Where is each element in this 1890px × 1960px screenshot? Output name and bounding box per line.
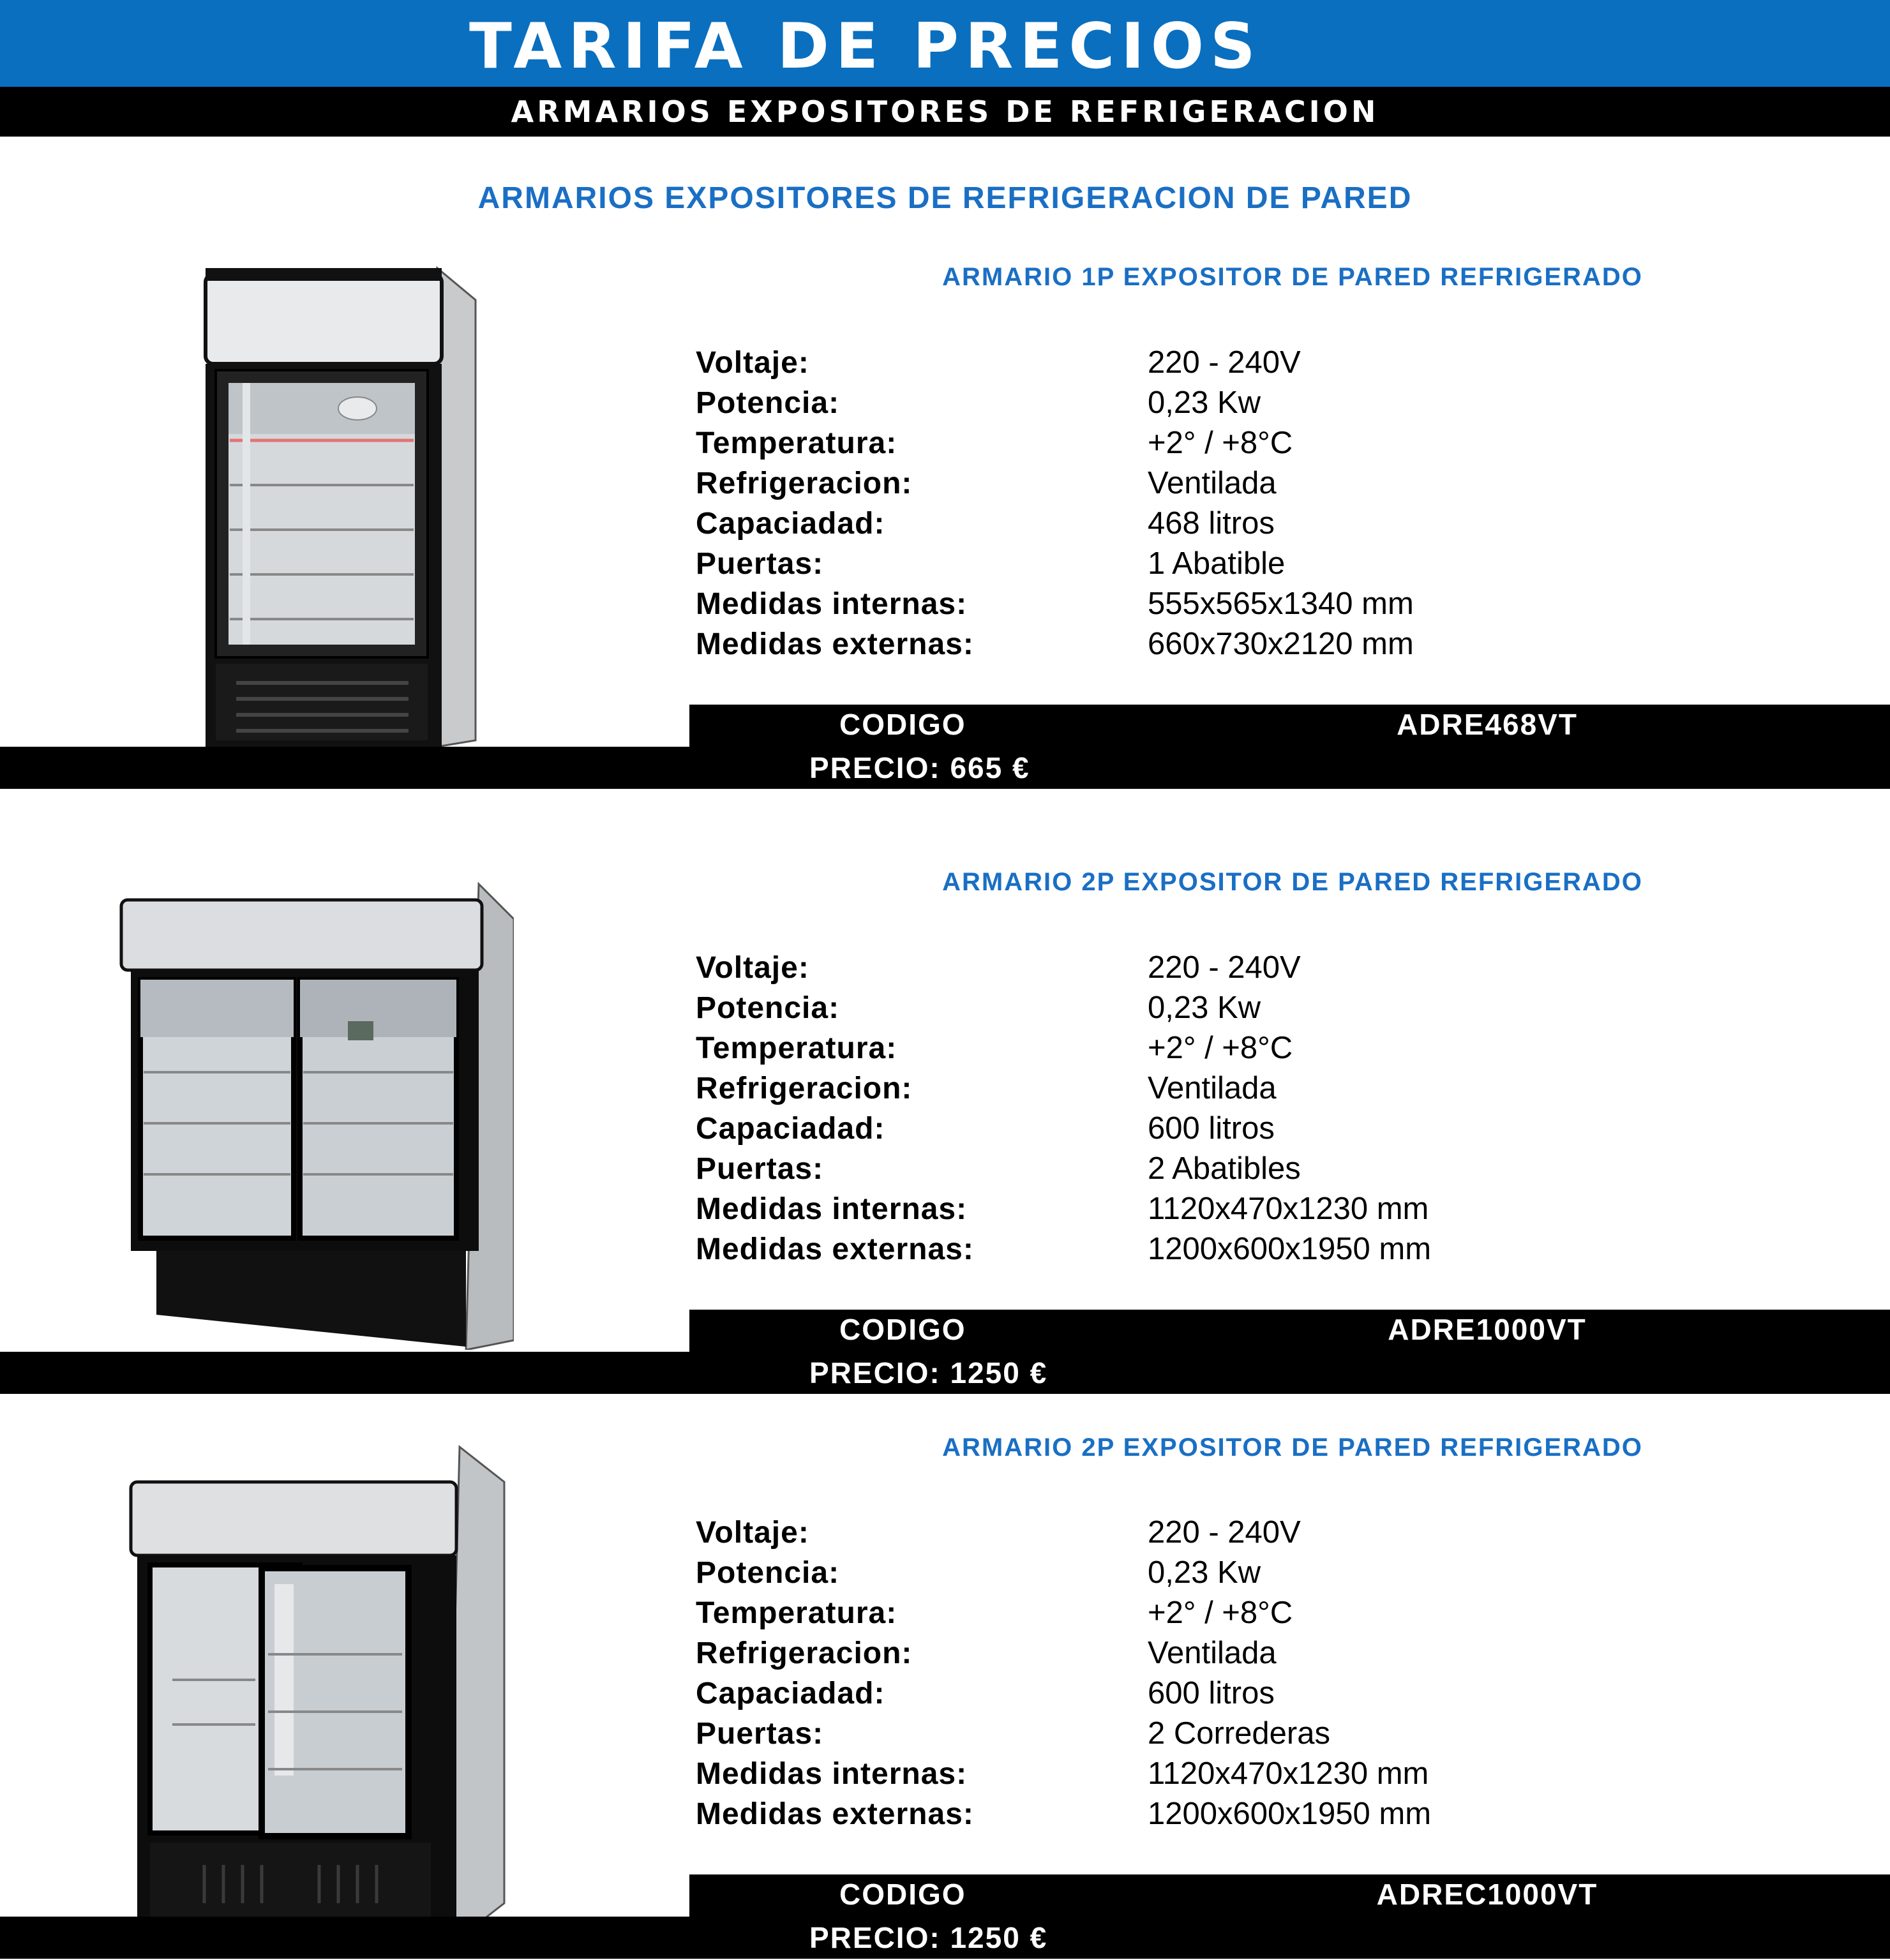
spec-row-voltage — [696, 343, 1781, 383]
spec-label: Temperatura: — [696, 426, 897, 460]
product-image-2door-sliding — [128, 1444, 511, 1951]
spec-label: Capaciadad: — [696, 507, 885, 541]
spec-value: 2 Correderas — [1148, 1716, 1330, 1751]
spec-row-internal-dims — [696, 584, 1781, 624]
spec-label: Medidas externas: — [696, 1232, 974, 1266]
spec-row-internal-dims — [696, 1754, 1781, 1794]
spec-label: Voltaje: — [696, 951, 809, 985]
code-label: CODIGO — [839, 1313, 966, 1346]
spec-row-doors — [696, 1714, 1781, 1754]
spec-row-external-dims — [696, 624, 1781, 664]
subtitle-banner — [0, 87, 1890, 137]
spec-value: 0,23 Kw — [1148, 1555, 1261, 1590]
code-label: CODIGO — [839, 708, 966, 741]
spec-table — [696, 948, 1781, 1269]
spec-value: 220 - 240V — [1148, 1515, 1301, 1550]
product-image-2door-hinged — [118, 881, 514, 1350]
page-title: TARIFA DE PRECIOS — [469, 10, 1262, 83]
spec-label: Medidas internas: — [696, 1757, 968, 1791]
spec-value: 1120x470x1230 mm — [1148, 1192, 1429, 1226]
product-price: PRECIO: 1250 € — [809, 1921, 1048, 1954]
spec-row-temperature — [696, 423, 1781, 463]
spec-row-voltage — [696, 948, 1781, 988]
spec-label: Potencia: — [696, 991, 840, 1025]
spec-label: Voltaje: — [696, 1516, 809, 1550]
code-label: CODIGO — [839, 1878, 966, 1911]
spec-label: Capaciadad: — [696, 1677, 885, 1710]
spec-row-cooling — [696, 463, 1781, 504]
spec-label: Temperatura: — [696, 1031, 897, 1065]
spec-value: Ventilada — [1148, 1071, 1277, 1105]
spec-label: Refrigeracion: — [696, 1072, 913, 1105]
spec-value: Ventilada — [1148, 466, 1277, 500]
price-bar — [0, 1352, 1890, 1394]
product-image-1door — [191, 255, 485, 753]
spec-label: Potencia: — [696, 1556, 840, 1590]
spec-row-capacity — [696, 1673, 1781, 1714]
spec-value: +2° / +8°C — [1148, 1031, 1293, 1065]
spec-row-power — [696, 1553, 1781, 1593]
spec-label: Puertas: — [696, 1152, 824, 1186]
spec-row-power — [696, 383, 1781, 423]
spec-value: +2° / +8°C — [1148, 426, 1293, 460]
product-title: ARMARIO 2P EXPOSITOR DE PARED REFRIGERADO — [942, 1433, 1643, 1462]
product-title: ARMARIO 2P EXPOSITOR DE PARED REFRIGERADO — [942, 868, 1643, 896]
spec-value: 468 litros — [1148, 506, 1275, 541]
price-bar — [0, 1917, 1890, 1959]
spec-label: Refrigeracion: — [696, 1636, 913, 1670]
spec-row-capacity — [696, 1109, 1781, 1149]
spec-label: Puertas: — [696, 1717, 824, 1751]
spec-row-external-dims — [696, 1229, 1781, 1269]
product-price: PRECIO: 665 € — [809, 751, 1030, 784]
spec-row-capacity — [696, 504, 1781, 544]
spec-row-voltage — [696, 1513, 1781, 1553]
spec-value: 1200x600x1950 mm — [1148, 1797, 1432, 1831]
spec-value: 1 Abatible — [1148, 546, 1286, 581]
spec-value: 2 Abatibles — [1148, 1151, 1301, 1186]
spec-value: 660x730x2120 mm — [1148, 627, 1414, 661]
spec-row-cooling — [696, 1633, 1781, 1673]
spec-label: Temperatura: — [696, 1596, 897, 1630]
product-code: ADREC1000VT — [1376, 1878, 1598, 1911]
product-code: ADRE468VT — [1397, 708, 1578, 741]
header-banner — [0, 0, 1890, 87]
spec-row-power — [696, 988, 1781, 1028]
spec-label: Medidas externas: — [696, 1797, 974, 1831]
spec-value: 1200x600x1950 mm — [1148, 1232, 1432, 1266]
spec-row-doors — [696, 544, 1781, 584]
spec-value: 0,23 Kw — [1148, 385, 1261, 420]
spec-label: Potencia: — [696, 386, 840, 420]
spec-label: Voltaje: — [696, 346, 809, 380]
code-bar — [689, 705, 1890, 747]
product-code: ADRE1000VT — [1388, 1313, 1587, 1346]
spec-value: 220 - 240V — [1148, 950, 1301, 985]
product-price: PRECIO: 1250 € — [809, 1356, 1048, 1389]
page-subtitle: ARMARIOS EXPOSITORES DE REFRIGERACION — [511, 94, 1379, 129]
spec-value: 600 litros — [1148, 1676, 1275, 1710]
spec-table — [696, 1513, 1781, 1834]
spec-value: 220 - 240V — [1148, 345, 1301, 380]
price-bar — [0, 747, 1890, 789]
spec-row-internal-dims — [696, 1189, 1781, 1229]
spec-label: Medidas externas: — [696, 627, 974, 661]
spec-row-external-dims — [696, 1794, 1781, 1834]
spec-value: Ventilada — [1148, 1636, 1277, 1670]
spec-value: +2° / +8°C — [1148, 1596, 1293, 1630]
code-bar — [689, 1874, 1890, 1917]
section-title: ARMARIOS EXPOSITORES DE REFRIGERACION DE PARED — [477, 181, 1413, 215]
spec-label: Capaciadad: — [696, 1112, 885, 1146]
spec-value: 555x565x1340 mm — [1148, 587, 1414, 621]
spec-label: Puertas: — [696, 547, 824, 581]
spec-label: Refrigeracion: — [696, 467, 913, 500]
spec-table — [696, 343, 1781, 664]
spec-row-cooling — [696, 1068, 1781, 1109]
spec-value: 1120x470x1230 mm — [1148, 1756, 1429, 1791]
spec-value: 600 litros — [1148, 1111, 1275, 1146]
code-bar — [689, 1310, 1890, 1352]
spec-row-doors — [696, 1149, 1781, 1189]
spec-label: Medidas internas: — [696, 1192, 968, 1226]
spec-row-temperature — [696, 1593, 1781, 1633]
spec-value: 0,23 Kw — [1148, 991, 1261, 1025]
spec-row-temperature — [696, 1028, 1781, 1068]
spec-label: Medidas internas: — [696, 587, 968, 621]
product-title: ARMARIO 1P EXPOSITOR DE PARED REFRIGERADO — [942, 263, 1643, 291]
